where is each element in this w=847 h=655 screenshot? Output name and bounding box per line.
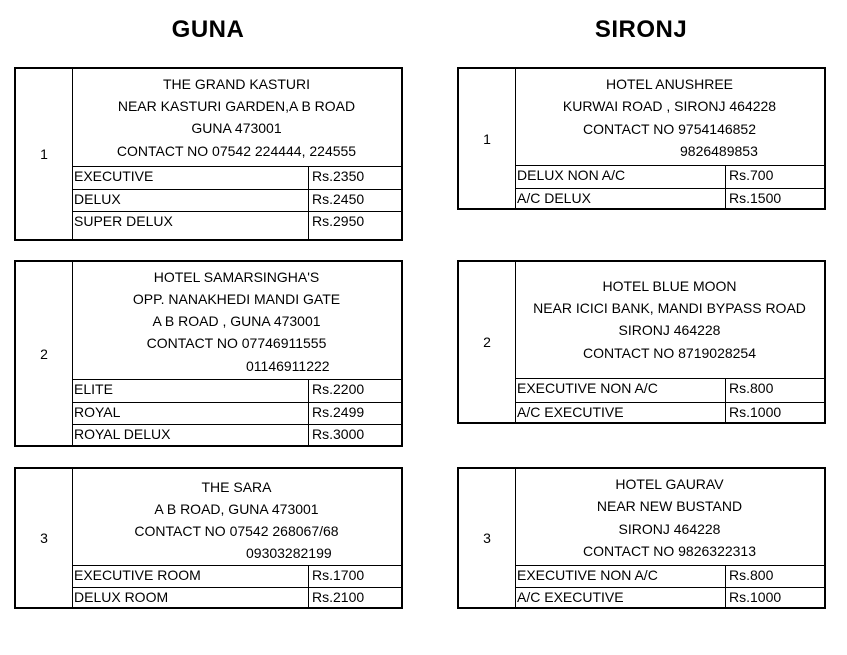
room-price-cell [308, 403, 401, 424]
hotel-info-line: KURWAI ROAD , SIRONJ 464228 [562, 98, 777, 114]
room-rate-row [72, 424, 401, 447]
hotel-details [72, 262, 401, 380]
room-price: Rs.1000 [729, 404, 782, 420]
sironj-hotel-card [457, 467, 826, 609]
hotel-info-line: NEAR NEW BUSTAND [596, 498, 743, 514]
guna-hotel-card [14, 67, 403, 241]
room-type: A/C EXECUTIVE [517, 589, 624, 605]
room-price-cell [725, 403, 824, 424]
room-rate-row [72, 211, 401, 241]
room-type: EXECUTIVE [74, 168, 154, 184]
room-type: DELUX [74, 191, 121, 207]
room-price: Rs.2950 [312, 213, 365, 229]
room-rate-row [515, 379, 824, 402]
room-type: ELITE [74, 381, 113, 397]
room-price-cell [308, 167, 401, 189]
room-price-cell [725, 189, 824, 210]
room-price: Rs.800 [729, 380, 774, 396]
room-price: Rs.1500 [729, 190, 782, 206]
room-price-cell [308, 425, 401, 447]
room-price-cell [308, 566, 401, 587]
hotel-number: 2 [459, 262, 516, 422]
hotel-details [515, 262, 824, 379]
room-price: Rs.700 [729, 167, 774, 183]
room-rate-row [515, 402, 824, 424]
room-price: Rs.2100 [312, 589, 365, 605]
hotel-number: 1 [16, 69, 73, 239]
hotel-info-line: SIRONJ 464228 [618, 322, 721, 338]
sironj-hotel-card [457, 67, 826, 210]
room-type: DELUX NON A/C [517, 167, 626, 183]
hotel-number: 1 [459, 69, 516, 208]
sironj-heading: SIRONJ [594, 16, 688, 43]
room-price-cell [308, 380, 401, 402]
room-rate-row [72, 380, 401, 402]
room-rate-row [72, 566, 401, 587]
hotel-info-line: CONTACT NO 07542 268067/68 [134, 523, 339, 539]
room-type: A/C DELUX [517, 190, 591, 206]
room-price: Rs.3000 [312, 426, 365, 442]
hotel-info-line: HOTEL SAMARSINGHA'S [153, 269, 320, 285]
room-rate-row [515, 587, 824, 609]
guna-heading: GUNA [171, 16, 245, 43]
hotel-info-line: CONTACT NO 8719028254 [582, 345, 756, 361]
room-price-cell [308, 212, 401, 241]
room-price-cell [725, 379, 824, 402]
room-rate-row [515, 166, 824, 188]
hotel-info-line: 9826489853 [680, 143, 758, 159]
room-price-cell [725, 566, 824, 587]
hotel-details [515, 69, 824, 166]
room-type: DELUX ROOM [74, 589, 169, 605]
hotel-info-line: CONTACT NO 07746911555 [146, 335, 327, 351]
room-price: Rs.2450 [312, 191, 365, 207]
room-rate-row [515, 188, 824, 210]
hotel-number: 3 [459, 469, 516, 607]
room-type: EXECUTIVE NON A/C [517, 567, 658, 583]
guna-hotel-card [14, 260, 403, 447]
room-price: Rs.2350 [312, 168, 365, 184]
hotel-info-line: A B ROAD, GUNA 473001 [154, 501, 319, 517]
room-price: Rs.2499 [312, 404, 365, 420]
sironj-hotel-card [457, 260, 826, 424]
hotel-info-line: THE GRAND KASTURI [162, 76, 310, 92]
hotel-info-line: HOTEL ANUSHREE [605, 76, 734, 92]
room-type: ROYAL [74, 404, 121, 420]
room-rate-row [72, 587, 401, 609]
hotel-info-line: HOTEL BLUE MOON [602, 278, 737, 294]
room-rate-row [72, 167, 401, 189]
guna-hotel-card [14, 467, 403, 609]
hotel-info-line: CONTACT NO 07542 224444, 224555 [116, 143, 357, 159]
room-price-cell [725, 166, 824, 188]
hotel-number: 2 [16, 262, 73, 445]
hotel-info-line: A B ROAD , GUNA 473001 [152, 313, 321, 329]
room-rate-row [515, 566, 824, 587]
room-price-cell [725, 588, 824, 609]
hotel-info-line: CONTACT NO 9754146852 [582, 121, 756, 137]
hotel-info-line: NEAR ICICI BANK, MANDI BYPASS ROAD [533, 300, 806, 316]
hotel-info-line: OPP. NANAKHEDI MANDI GATE [132, 291, 341, 307]
room-price-cell [308, 588, 401, 609]
hotel-info-line: HOTEL GAURAV [615, 476, 724, 492]
room-price-cell [308, 190, 401, 211]
room-price: Rs.800 [729, 567, 774, 583]
hotel-details [515, 469, 824, 566]
hotel-info-line: 01146911222 [246, 358, 330, 374]
hotel-info-line: GUNA 473001 [191, 120, 282, 136]
room-type: EXECUTIVE NON A/C [517, 380, 658, 396]
hotel-number: 3 [16, 469, 73, 607]
room-type: SUPER DELUX [74, 213, 173, 229]
hotel-info-line: CONTACT NO 9826322313 [582, 543, 756, 559]
hotel-info-line: NEAR KASTURI GARDEN,A B ROAD [117, 98, 356, 114]
room-type: ROYAL DELUX [74, 426, 171, 442]
room-price: Rs.1000 [729, 589, 782, 605]
room-rate-row [72, 189, 401, 211]
hotel-details [72, 69, 401, 167]
hotel-details [72, 469, 401, 566]
room-type: A/C EXECUTIVE [517, 404, 624, 420]
room-type: EXECUTIVE ROOM [74, 567, 201, 583]
room-price: Rs.1700 [312, 567, 365, 583]
hotel-info-line: SIRONJ 464228 [618, 521, 721, 537]
hotel-info-line: THE SARA [201, 479, 272, 495]
room-price: Rs.2200 [312, 381, 365, 397]
hotel-info-line: 09303282199 [246, 545, 332, 561]
room-rate-row [72, 402, 401, 424]
